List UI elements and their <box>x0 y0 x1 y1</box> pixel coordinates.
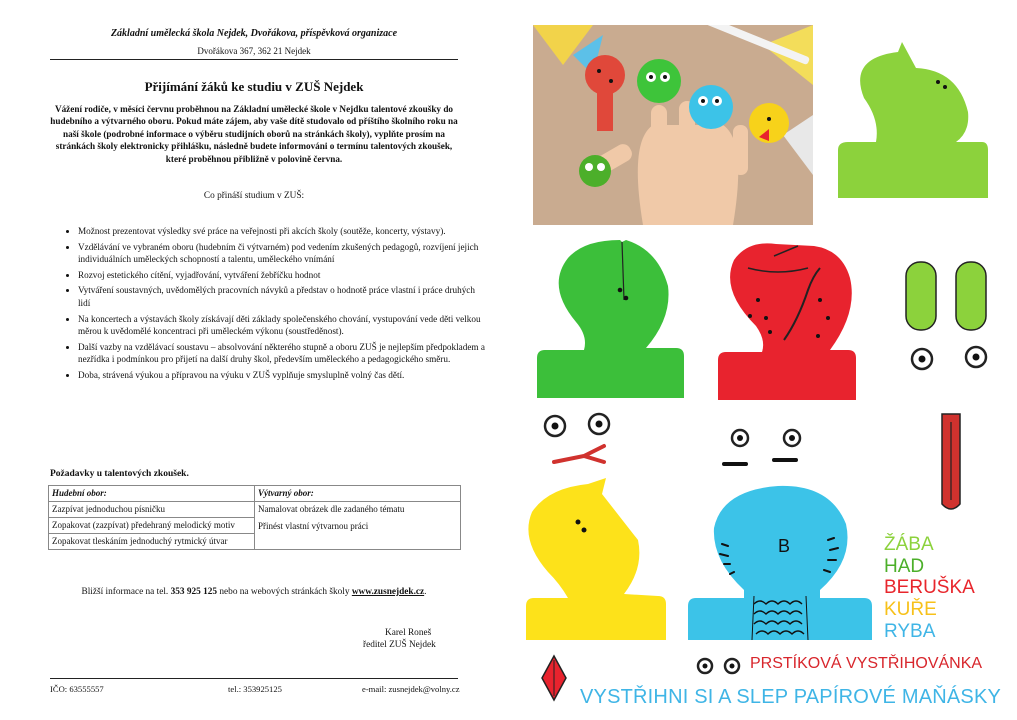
table-cell: Přinést vlastní výtvarnou práci <box>258 521 369 531</box>
info-middle: nebo na webových stránkách školy <box>219 587 350 597</box>
table-row <box>49 486 461 502</box>
table-cell: Zopakovat (zazpívat) předehraný melodický motiv <box>49 518 255 534</box>
benefits-list <box>48 225 488 385</box>
requirements-table <box>48 485 461 550</box>
frog-legs-cutout <box>906 262 986 330</box>
label-snake: HAD <box>884 556 925 577</box>
fish-cutout <box>688 486 872 640</box>
table-cell: Namalovat obrázek dle zadaného tématu <box>258 504 405 514</box>
footer-phone: tel.: 353925125 <box>228 684 282 694</box>
label-chick: KUŘE <box>884 599 937 620</box>
frog-cutout-top <box>838 42 988 198</box>
list-item: • Vzdělávání ve vybraném oboru (hudebním či výtvarném) pod vedením zkušených pedagogů, rozvíjení jejich individuálních uměleckých schopností a talentu, uměleckého vnímání <box>78 241 488 266</box>
phone-number: 353 925 125 <box>170 587 218 597</box>
contact-info <box>50 587 458 597</box>
requirements-title: Požadavky u talentových zkoušek. <box>50 469 189 479</box>
intro-paragraph: Vážení rodiče, v měsíci červnu proběhnou na Základní umělecké škole v Nejdku talentové zkoušky do hudebního a výtvarného oboru. Pokud máte zájem, aby vaše dítě studovalo od příštího školního roku na naší škole (podrobné informace o výběru studijních oborů na stránkách školy), vyplňte prosím na stránkách školy elektronicky přihlášku, následně budete informováni o termínu talentových zkoušek, které proběhnou přibližně v polovině června. <box>50 104 458 164</box>
label-fish: RYBA <box>884 621 936 642</box>
art-header: Výtvarný obor: <box>255 486 461 502</box>
music-header: Hudební obor: <box>49 486 255 502</box>
table-cell: Zopakovat tleskáním jednoduchý rytmický útvar <box>49 534 255 550</box>
frog-eyes <box>912 347 986 369</box>
craft-page <box>508 0 1017 720</box>
svg-text:B: B <box>778 536 791 556</box>
cutout-shapes <box>508 0 1017 720</box>
list-item: • Na koncertech a výstavách školy získávají děti základy společenského chování, vystupování vede děti velkou měrou k uvědomělé koncentraci při uměleckém výkonu (soustředěnost). <box>78 313 488 338</box>
ladybug-eyes-mouth <box>724 430 800 464</box>
ladybug-cutout <box>718 243 856 400</box>
label-frog: ŽÁBA <box>884 534 934 555</box>
tagline: PRSTÍKOVÁ VYSTŘIHOVÁNKA <box>750 655 983 672</box>
signature-role: ředitel ZUŠ Nejdek <box>363 640 436 650</box>
info-page <box>0 0 508 720</box>
art-requirements <box>255 502 461 550</box>
label-ladybug: BERUŠKA <box>884 577 975 598</box>
footer-email[interactable]: e-mail: zusnejdek@volny.cz <box>362 684 460 694</box>
list-item: • Doba, strávená výukou a přípravou na výuku v ZUŠ vyplňuje smysluplně volný čas dětí. <box>78 369 488 382</box>
snake-eyes-mouth <box>545 414 609 462</box>
headline: VYSTŘIHNI SI A SLEP PAPÍROVÉ MAŇÁSKY <box>580 686 1002 708</box>
info-prefix: Bližší informace na tel. <box>81 587 169 597</box>
table-cell: Zazpívat jednoduchou písničku <box>49 502 255 518</box>
signature-name: Karel Roneš <box>385 628 432 638</box>
school-address: Dvořákova 367, 362 21 Nejdek <box>197 46 311 56</box>
snake-tongue <box>942 414 960 509</box>
footer-ico: IČO: 63555557 <box>50 684 104 694</box>
benefits-heading: Co přináší studium v ZUŠ: <box>203 191 305 201</box>
page-title: Přijímání žáků ke studiu v ZUŠ Nejdek <box>144 79 364 94</box>
school-name: Základní umělecká škola Nejdek, Dvořákova, příspěvková organizace <box>110 28 398 39</box>
chick-cutout <box>526 478 666 640</box>
footer-divider <box>50 678 458 679</box>
chick-beak <box>542 656 566 700</box>
info-suffix: . <box>424 587 427 597</box>
list-item: • Další vazby na vzdělávací soustavu – absolvování některého stupně a oboru ZUŠ je nejlepším předpokladem a nezřídka i podmínkou pro přijetí na další druhy škol, především uměleckého a pedagogického směru. <box>78 341 488 366</box>
header-divider <box>50 59 458 60</box>
snake-cutout <box>537 240 684 398</box>
list-item: • Rozvoj estetického cítění, vyjadřování, vytváření žebříčku hodnot <box>78 269 488 282</box>
chick-eyes <box>698 659 739 673</box>
list-item: • Vytváření soustavných, uvědomělých pracovních návyků a představ o hodnotě práce vlastní i práce druhých lidí <box>78 284 488 309</box>
table-row <box>49 502 461 518</box>
website-link[interactable]: www.zusnejdek.cz <box>351 587 425 597</box>
list-item: • Možnost prezentovat výsledky své práce na veřejnosti při akcích školy (soutěže, koncerty, výstavy). <box>78 225 488 238</box>
